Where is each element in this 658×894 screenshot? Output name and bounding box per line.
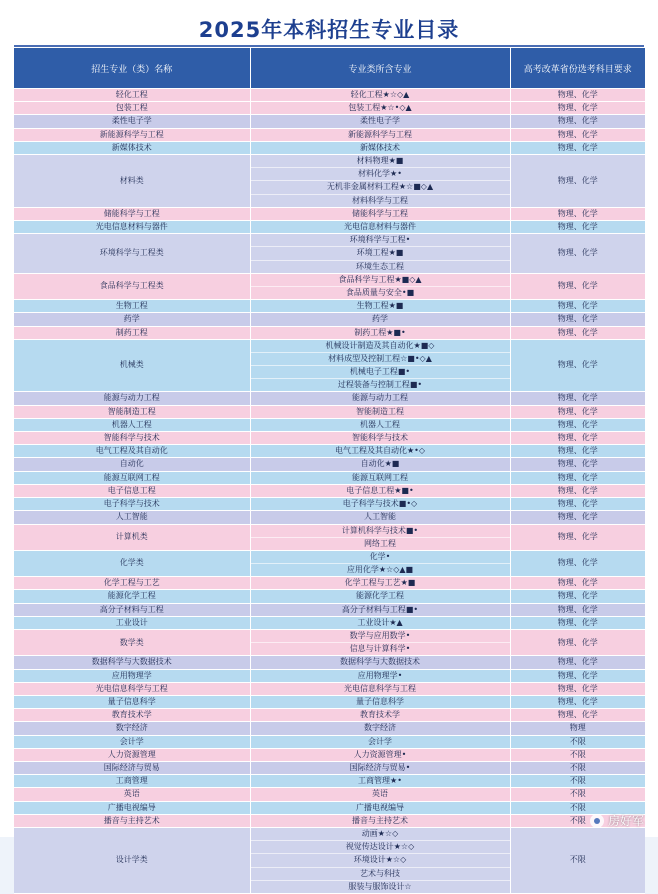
major-item: 英语	[372, 789, 388, 799]
requirement-cell: 物理、化学	[557, 142, 598, 152]
table-row	[14, 115, 645, 128]
major-item: 电子科学与技术■•◇	[342, 499, 418, 509]
table-row	[14, 762, 645, 775]
table-row	[14, 300, 645, 313]
table-row	[14, 603, 645, 616]
majors-cell	[250, 748, 510, 761]
major-item: 药学	[372, 314, 388, 324]
table-row	[14, 432, 645, 445]
table-row	[14, 775, 645, 788]
category-cell: 英语	[14, 788, 250, 801]
category-cell: 播音与主持艺术	[14, 814, 250, 827]
majors-cell	[250, 669, 510, 682]
requirement-cell: 物理、化学	[557, 472, 598, 482]
requirement-cell: 物理、化学	[557, 419, 598, 429]
majors-cell	[250, 603, 510, 616]
major-item: 机械设计制造及其自动化★■◇	[251, 340, 510, 353]
major-item: 电气工程及其自动化★•◇	[334, 446, 426, 456]
majors-cell	[250, 577, 510, 590]
category-cell: 新能源科学与工程	[14, 128, 250, 141]
category-cell: 药学	[14, 313, 250, 326]
major-catalog-table	[14, 48, 645, 894]
requirement-cell: 物理、化学	[557, 697, 598, 707]
major-item: 应用物理学•	[357, 670, 403, 680]
majors-cell	[250, 511, 510, 524]
category-cell: 能源与动力工程	[14, 392, 250, 405]
category-cell: 工商管理	[14, 775, 250, 788]
majors-cell	[250, 141, 510, 154]
requirement-cell: 物理、化学	[557, 485, 598, 495]
requirement-cell: 物理、化学	[557, 591, 598, 601]
major-item: 制药工程★■•	[354, 327, 406, 337]
table-row	[14, 220, 645, 233]
table-row	[14, 814, 645, 827]
requirement-cell: 物理、化学	[557, 683, 598, 693]
requirement-cell: 物理、化学	[557, 116, 598, 126]
major-item: 包装工程★☆•◇▲	[348, 103, 412, 113]
table-row	[14, 326, 645, 339]
major-item: 食品科学与工程★■◇▲	[251, 274, 510, 287]
majors-cell	[250, 339, 510, 392]
category-cell: 光电信息材料与器件	[14, 220, 250, 233]
majors-cell	[250, 484, 510, 497]
major-item: 轻化工程★☆◇▲	[350, 90, 410, 99]
requirement-cell: 物理、化学	[557, 637, 598, 647]
requirement-cell: 不限	[569, 815, 586, 825]
majors-cell	[250, 102, 510, 115]
table-header-row	[14, 48, 645, 89]
major-item: 光电信息材料与器件	[344, 221, 416, 231]
major-item: 量子信息科学	[356, 697, 404, 707]
major-item: 化学工程与工艺★■	[344, 578, 416, 588]
watermark	[590, 812, 644, 829]
category-cell: 智能制造工程	[14, 405, 250, 418]
category-cell: 电气工程及其自动化	[14, 445, 250, 458]
table-row	[14, 313, 645, 326]
requirement-cell: 物理、化学	[557, 281, 598, 291]
requirement-cell: 物理、化学	[557, 208, 598, 218]
major-item: 过程装备与控制工程■•	[337, 380, 423, 390]
majors-cell	[250, 115, 510, 128]
major-item: 机械电子工程■•	[251, 366, 510, 379]
table-row	[14, 458, 645, 471]
requirement-cell: 物理、化学	[557, 314, 598, 324]
category-cell: 机器人工程	[14, 418, 250, 431]
table-row	[14, 511, 645, 524]
title-divider	[14, 45, 644, 47]
category-cell: 自动化	[14, 458, 250, 471]
requirement-cell: 物理、化学	[557, 558, 598, 568]
category-cell: 食品科学与工程类	[14, 273, 250, 299]
requirement-cell: 不限	[569, 749, 586, 759]
majors-cell	[250, 300, 510, 313]
table-row	[14, 550, 645, 576]
requirement-cell: 物理、化学	[557, 657, 598, 667]
category-cell: 电子信息工程	[14, 484, 250, 497]
major-item: 动画★☆◇	[251, 828, 510, 841]
category-cell: 量子信息科学	[14, 696, 250, 709]
category-cell: 设计学类	[14, 828, 250, 894]
major-item: 环境科学与工程•	[251, 234, 510, 247]
major-item: 播音与主持艺术	[352, 815, 408, 825]
table-row	[14, 128, 645, 141]
majors-cell	[250, 682, 510, 695]
table-row	[14, 748, 645, 761]
requirement-cell: 物理、化学	[557, 175, 598, 185]
major-item: 人工智能	[364, 512, 396, 522]
requirement-cell: 物理、化学	[557, 499, 598, 509]
major-item: 材料物理★■	[251, 155, 510, 168]
majors-cell	[250, 814, 510, 827]
majors-cell	[250, 735, 510, 748]
category-cell: 人力资源管理	[14, 748, 250, 761]
table-row	[14, 722, 645, 735]
category-cell: 国际经济与贸易	[14, 762, 250, 775]
majors-cell	[250, 392, 510, 405]
requirement-cell: 物理、化学	[557, 617, 598, 627]
table-row	[14, 273, 645, 299]
requirement-cell: 物理、化学	[557, 360, 598, 370]
table-row	[14, 630, 645, 656]
major-item: 应用化学★☆◇▲■	[346, 565, 414, 575]
major-item: 材料成型及控制工程☆■•◇▲	[251, 353, 510, 366]
table-row	[14, 682, 645, 695]
majors-cell	[250, 828, 510, 894]
major-item: 视觉传达设计★☆◇	[251, 841, 510, 854]
majors-cell	[250, 550, 510, 576]
major-item: 数字经济	[364, 723, 396, 733]
majors-cell	[250, 445, 510, 458]
major-item: 能源与动力工程	[352, 393, 408, 403]
majors-cell	[250, 207, 510, 220]
category-cell: 应用物理学	[14, 669, 250, 682]
requirement-cell: 物理、化学	[557, 459, 598, 469]
requirement-cell: 物理	[569, 723, 586, 733]
major-item: 会计学	[368, 736, 392, 746]
table-row	[14, 89, 645, 102]
majors-cell	[250, 432, 510, 445]
requirement-cell: 物理、化学	[557, 710, 598, 720]
requirement-cell: 物理、化学	[557, 301, 598, 311]
requirement-cell: 物理、化学	[557, 129, 598, 139]
table-row	[14, 471, 645, 484]
table-row	[14, 735, 645, 748]
majors-cell	[250, 471, 510, 484]
major-item: 能源互联网工程	[352, 472, 408, 482]
majors-cell	[250, 590, 510, 603]
category-cell: 化学类	[14, 550, 250, 576]
major-item: 电子信息工程★■•	[346, 485, 414, 495]
table-row	[14, 709, 645, 722]
major-item: 材料化学★•	[251, 168, 510, 181]
majors-cell	[250, 313, 510, 326]
requirement-cell: 物理、化学	[557, 578, 598, 588]
requirement-cell: 物理、化学	[557, 406, 598, 416]
major-item: 无机非金属材料工程★☆■◇▲	[251, 181, 510, 194]
table-row	[14, 141, 645, 154]
category-cell: 柔性电子学	[14, 115, 250, 128]
major-item: 环境生态工程	[356, 261, 404, 271]
majors-cell	[250, 524, 510, 550]
table-row	[14, 484, 645, 497]
majors-cell	[250, 128, 510, 141]
category-cell: 化学工程与工艺	[14, 577, 250, 590]
category-cell: 会计学	[14, 735, 250, 748]
major-item: 高分子材料与工程■•	[341, 604, 419, 614]
requirement-cell: 物理、化学	[557, 90, 598, 99]
majors-cell	[250, 405, 510, 418]
category-cell: 环境科学与工程类	[14, 234, 250, 274]
table-row	[14, 102, 645, 115]
major-item: 储能科学与工程	[352, 208, 408, 218]
table-row	[14, 418, 645, 431]
major-item: 自动化★■	[360, 459, 400, 469]
requirement-cell: 物理、化学	[557, 393, 598, 403]
requirement-cell: 物理、化学	[557, 604, 598, 614]
category-cell: 电子科学与技术	[14, 498, 250, 511]
majors-cell	[250, 656, 510, 669]
table-row	[14, 405, 645, 418]
category-cell: 能源互联网工程	[14, 471, 250, 484]
majors-cell	[250, 722, 510, 735]
category-cell: 光电信息科学与工程	[14, 682, 250, 695]
major-item: 柔性电子学	[360, 116, 400, 126]
majors-cell	[250, 801, 510, 814]
requirement-cell: 物理、化学	[557, 248, 598, 258]
requirement-cell: 不限	[569, 789, 586, 799]
table-row	[14, 155, 645, 208]
major-item: 网络工程	[364, 538, 396, 548]
requirement-cell: 不限	[569, 763, 586, 773]
requirement-cell: 不限	[569, 855, 586, 865]
majors-cell	[250, 709, 510, 722]
major-item: 人力资源管理•	[353, 749, 407, 759]
majors-cell	[250, 273, 510, 299]
major-item: 数据科学与大数据技术	[340, 657, 420, 667]
header-majors: 专业类所含专业	[250, 48, 510, 89]
majors-cell	[250, 788, 510, 801]
major-item: 艺术与科技	[251, 868, 510, 881]
major-item: 数学与应用数学•	[251, 630, 510, 643]
major-item: 服装与服饰设计☆	[348, 881, 412, 891]
major-item: 智能制造工程	[356, 406, 404, 416]
category-cell: 人工智能	[14, 511, 250, 524]
table-row	[14, 524, 645, 550]
majors-cell	[250, 234, 510, 274]
table-body	[14, 89, 645, 894]
major-item: 工业设计★▲	[357, 617, 403, 627]
major-item: 环境设计★☆◇	[251, 854, 510, 867]
category-cell: 机械类	[14, 339, 250, 392]
table-row	[14, 669, 645, 682]
requirement-cell: 物理、化学	[557, 670, 598, 680]
major-item: 能源化学工程	[356, 591, 404, 601]
major-item: 智能科学与技术	[352, 433, 408, 443]
table-row	[14, 339, 645, 392]
major-item: 光电信息科学与工程	[344, 683, 416, 693]
requirement-cell: 物理、化学	[557, 221, 598, 231]
category-cell: 数学类	[14, 630, 250, 656]
watermark-logo-icon	[590, 814, 604, 828]
majors-cell	[250, 616, 510, 629]
category-cell: 能源化学工程	[14, 590, 250, 603]
requirement-cell: 物理、化学	[557, 512, 598, 522]
majors-cell	[250, 155, 510, 208]
requirement-cell: 物理、化学	[557, 327, 598, 337]
majors-cell	[250, 418, 510, 431]
table-row	[14, 801, 645, 814]
category-cell: 广播电视编导	[14, 801, 250, 814]
page-title: 2025年本科招生专业目录	[198, 18, 460, 42]
majors-cell	[250, 458, 510, 471]
major-item: 信息与计算科学•	[349, 644, 411, 654]
table-row	[14, 498, 645, 511]
major-item: 化学•	[251, 551, 510, 564]
table-row	[14, 656, 645, 669]
category-cell: 工业设计	[14, 616, 250, 629]
category-cell: 数字经济	[14, 722, 250, 735]
category-cell: 教育技术学	[14, 709, 250, 722]
table-row	[14, 616, 645, 629]
category-cell: 计算机类	[14, 524, 250, 550]
majors-cell	[250, 89, 510, 102]
majors-cell	[250, 762, 510, 775]
major-item: 新能源科学与工程	[348, 129, 412, 139]
header-requirement: 高考改革省份选考科目要求	[510, 48, 645, 89]
table-row	[14, 392, 645, 405]
category-cell: 智能科学与技术	[14, 432, 250, 445]
major-item: 生物工程★■	[356, 301, 404, 311]
majors-cell	[250, 696, 510, 709]
category-cell: 数据科学与大数据技术	[14, 656, 250, 669]
major-item: 环境工程★■	[251, 247, 510, 260]
category-cell: 包装工程	[14, 102, 250, 115]
major-item: 教育技术学	[360, 710, 400, 720]
requirement-cell: 物理、化学	[557, 446, 598, 456]
category-cell: 储能科学与工程	[14, 207, 250, 220]
table-row	[14, 590, 645, 603]
table-row	[14, 577, 645, 590]
table-row	[14, 234, 645, 274]
requirement-cell: 不限	[569, 776, 586, 786]
requirement-cell: 物理、化学	[557, 433, 598, 443]
majors-cell	[250, 775, 510, 788]
major-item: 计算机科学与技术■•	[251, 525, 510, 538]
category-cell: 新媒体技术	[14, 141, 250, 154]
majors-cell	[250, 630, 510, 656]
major-item: 新媒体技术	[360, 142, 400, 152]
category-cell: 生物工程	[14, 300, 250, 313]
table-row	[14, 207, 645, 220]
major-item: 广播电视编导	[356, 802, 404, 812]
watermark-text: 房好军	[607, 814, 644, 828]
table-row	[14, 828, 645, 894]
requirement-cell: 不限	[569, 802, 586, 812]
category-cell: 轻化工程	[14, 89, 250, 102]
major-item: 食品质量与安全•■	[345, 287, 415, 297]
majors-cell	[250, 498, 510, 511]
majors-cell	[250, 220, 510, 233]
requirement-cell: 物理、化学	[557, 103, 598, 113]
major-item: 机器人工程	[360, 419, 400, 429]
table-row	[14, 445, 645, 458]
category-cell: 高分子材料与工程	[14, 603, 250, 616]
category-cell: 材料类	[14, 155, 250, 208]
requirement-cell: 物理、化学	[557, 532, 598, 542]
table-row	[14, 788, 645, 801]
category-cell: 制药工程	[14, 326, 250, 339]
requirement-cell: 不限	[569, 736, 586, 746]
major-item: 国际经济与贸易•	[349, 763, 411, 773]
majors-cell	[250, 326, 510, 339]
major-item: 材料科学与工程	[352, 195, 408, 205]
major-item: 工商管理★•	[358, 776, 402, 786]
header-category: 招生专业（类）名称	[14, 48, 250, 89]
table-row	[14, 696, 645, 709]
